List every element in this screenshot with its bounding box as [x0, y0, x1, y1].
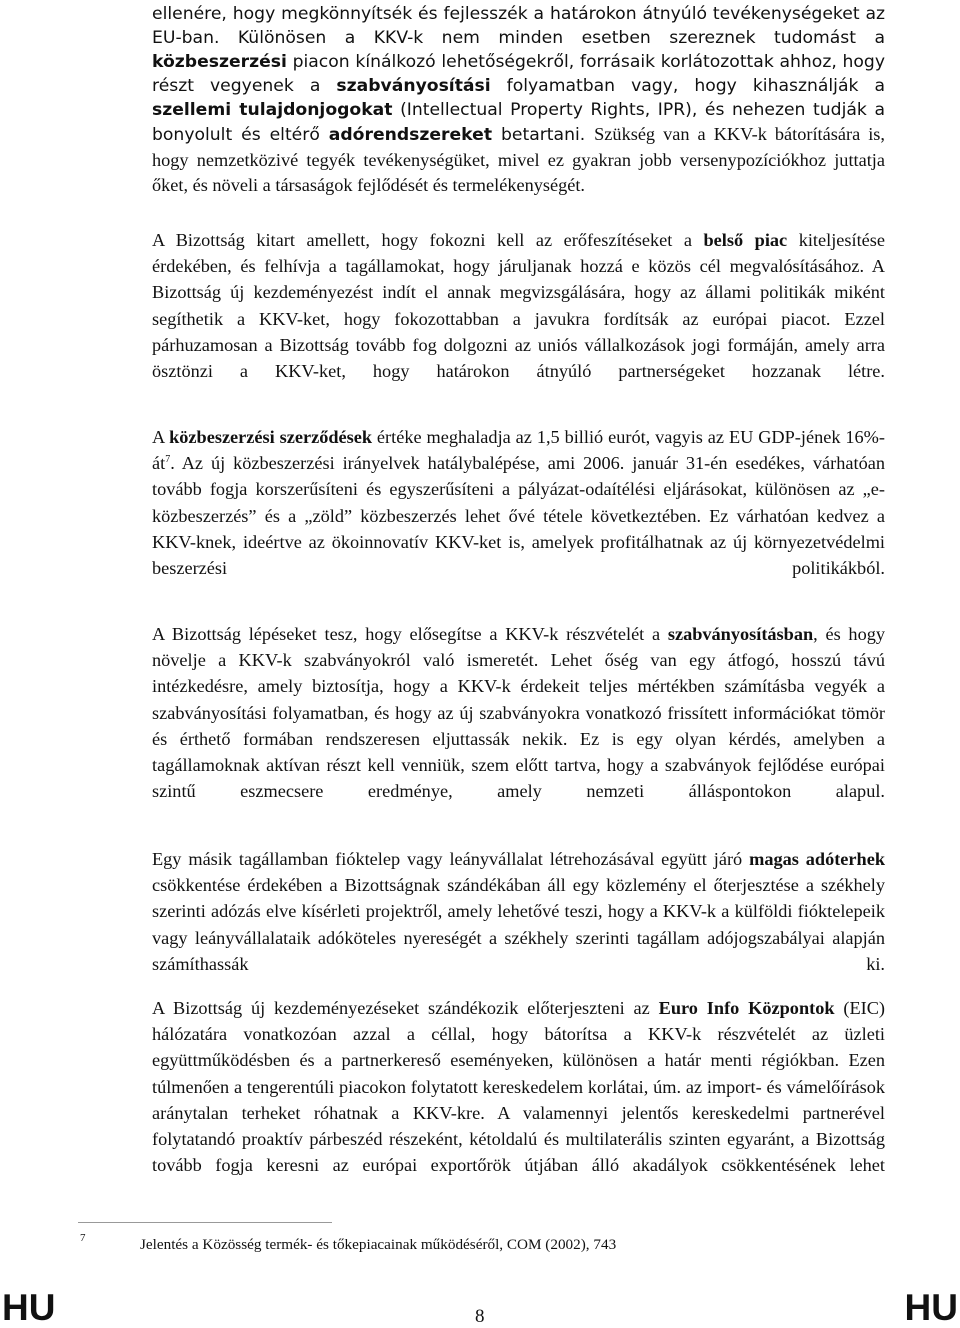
- paragraph-5: [152, 846, 885, 977]
- emphasized-term: közbeszerzési szerződések: [169, 427, 373, 447]
- text-run: kiteljesítése érdekében, és felhívja a tagállamokat, hogy járuljanak hozzá e közös cél megvalósításához. A Bizottság új kezdeményezést indít el annak megvizsgálására, hogy az állami politikák miként segíthetik a KKV-ket, hogy fokozottabban a javukra fordítsák az európai piacot. Ezzel párhuzamosan a Bizottság tovább fog dolgozni az uniós vállalkozások jogi formáján, amely arra ösztönzi a KKV-ket, hogy határokon átnyúló partnerségeket hozzanak létre.: [152, 230, 886, 382]
- footnote-separator: [78, 1222, 332, 1223]
- text-run: . Az új közbeszerzési irányelvek hatálybalépése, ami 2006. január 31-én esedékes, várhatóan tovább fogja korszerűsíteni és egyszerűsíteni a pályázat-odaítélési eljárásokat, különösen az „e-közbeszerzés” és a „zöld” közbeszerzés lehet ővé tétele következtében. Ez várhatóan kedvez a KKV-knek, ideértve az ökoinnovatív KKV-ket is, amelyek profitálhatnak az új környezetvédelmi beszerzési politikákból.: [152, 453, 885, 579]
- page-number: 8: [475, 1306, 485, 1327]
- footnote-text: Jelentés a Közösség termék- és tőkepiacainak működéséről, COM (2002), 743: [140, 1236, 617, 1253]
- emphasized-term: szabványosításban: [667, 624, 814, 644]
- emphasized-term: belső piac: [703, 230, 788, 250]
- text-run: piacon kínálkozó lehetőségekről, forrásaik korlátozottak ahhoz, hogy részt vegyenek a: [152, 52, 885, 97]
- text-run: (Intellectual Property Rights, IPR), és nehezen tudják a bonyolult és eltérő: [152, 100, 885, 146]
- text-run: csökkentése érdekében a Bizottságnak szándékában áll egy közlemény el őterjesztése a székhely szerinti adózás elve kísérleti projektről, amely lehetővé teszi, hogy a KKV-k a külföldi fióktelepeik vagy leányvállalataik adóköteles nyereségét a székhely szerinti tagállam adójogszabályai alapján számíthassák ki.: [152, 875, 885, 974]
- text-run: A Bizottság lépéseket tesz, hogy elősegítse a KKV-k részvételét a: [152, 624, 668, 644]
- text-run: Egy másik tagállamban fióktelep vagy leányvállalat létrehozásával együtt járó: [152, 849, 750, 869]
- text-run: Szükség van a KKV-k bátorítására is, hogy nemzetközivé tegyék tevékenységüket, mivel ez gyakran jobb versenypozíciókhoz juttatja őket, és növeli a társaságok fejlődését és termelékenységét.: [152, 124, 885, 195]
- emphasized-term: Euro Info Központok: [658, 998, 835, 1018]
- language-code-left: HU: [2, 1287, 56, 1328]
- text-run: betartani.: [492, 125, 595, 146]
- paragraph-1: [152, 2, 885, 198]
- language-code-right: HU: [904, 1287, 958, 1328]
- paragraph-6: [152, 995, 885, 1178]
- text-run: A: [152, 427, 170, 447]
- paragraph-4: [152, 621, 885, 804]
- emphasized-term: szellemi tulajdonjogokat: [152, 100, 393, 121]
- text-run: , és hogy növelje a KKV-k szabványokról való ismeretét. Lehet őség van egy átfogó, hosszú távú intézkedésre, amely biztosítja, hogy a KKV-k érdekeit teljes mértékben számításba vegyék a szabványosítási folyamatban, és hogy az új szabványokra vonatkozó frissített információkat tömör és érthető formában rendszeresen eljuttassák nekik. Ez is egy olyan kérdés, amelyben a tagállamoknak aktívan részt kell venniük, szem előtt tartva, hogy a szabványok fejlődése európai szintű eszmecsere eredménye, amely nemzeti álláspontokon alapul.: [152, 624, 885, 802]
- paragraph-2: [152, 227, 885, 384]
- emphasized-term: adórendszereket: [328, 125, 493, 146]
- text-run: (EIC) hálózatára vonatkozóan azzal a céllal, hogy bátorítsa a KKV-k részvételét az üzleti együttműködésben és a partnerkereső eseményeken, különösen a határ menti régiókban. Ezen túlmenően a tengerentúli piacokon folytatott kereskedelem korlátai, úm. az import- és vámelőírások aránytalan terheket róhatnak a KKV-kre. A valamennyi jelentős kereskedelmi partnerével folytatandó proaktív párbeszéd részeként, kétoldalú és multilaterális szinten egyaránt, a Bizottság tovább fogja keresni az európai exportőrök útjában álló akadályok csökkentésének lehet: [152, 998, 885, 1176]
- emphasized-term: szabványosítási: [336, 76, 491, 97]
- text-run: A Bizottság kitart amellett, hogy fokozni kell az erőfeszítéseket a: [152, 230, 704, 250]
- text-run: folyamatban vagy, hogy kihasználják a: [490, 76, 885, 97]
- emphasized-term: magas adóterhek: [749, 849, 885, 869]
- footnote-number: 7: [80, 1232, 86, 1244]
- text-run: ellenére, hogy megkönnyítsék és fejlesszék a határokon átnyúló tevékenységeket az EU-ban. Különösen a KKV-k nem minden esetben szereznek tudomást a: [152, 4, 885, 49]
- footnote-reference: 7: [165, 454, 171, 466]
- emphasized-term: közbeszerzési: [152, 52, 287, 73]
- text-run: értéke meghaladja az 1,5 billió eurót, vagyis az EU GDP-jének 16%-át: [152, 427, 885, 474]
- paragraph-3: [152, 424, 885, 581]
- text-run: A Bizottság új kezdeményezéseket szándékozik előterjeszteni az: [152, 998, 659, 1018]
